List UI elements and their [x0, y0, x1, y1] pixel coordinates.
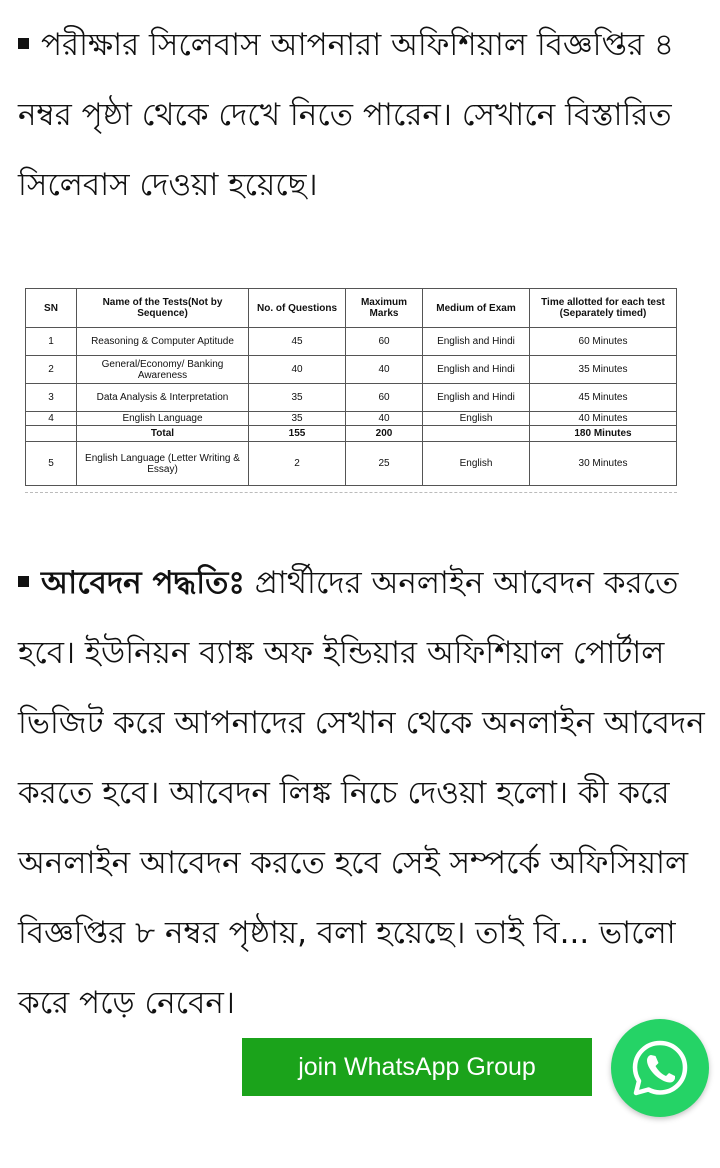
table-row [26, 356, 677, 384]
cell-questions: 40 [249, 356, 346, 384]
table-total-row [26, 426, 677, 442]
cell-sn: 4 [26, 412, 77, 426]
cell-marks: 40 [346, 356, 423, 384]
cell-sn: 5 [26, 442, 77, 486]
cell-total-label: Total [77, 426, 249, 442]
exam-pattern-table-image [25, 288, 677, 493]
cell-total-questions: 155 [249, 426, 346, 442]
cell-time: 35 Minutes [530, 356, 677, 384]
syllabus-text: পরীক্ষার সিলেবাস আপনারা অফিশিয়াল বিজ্ঞপ্তির ৪ নম্বর পৃষ্ঠা থেকে দেখে নিতে পারেন। সেখানে বিস্তারিত সিলেবাস দেওয়া হয়েছে। [18, 27, 674, 203]
cell-sn: 1 [26, 328, 77, 356]
cell-marks: 60 [346, 328, 423, 356]
cell-marks: 60 [346, 384, 423, 412]
cell-medium: English [423, 442, 530, 486]
bullet-marker [18, 38, 29, 49]
cell-medium: English [423, 412, 530, 426]
header-questions: No. of Questions [249, 289, 346, 328]
cell-questions: 35 [249, 384, 346, 412]
cell-questions: 2 [249, 442, 346, 486]
join-whatsapp-label: join WhatsApp Group [298, 1052, 536, 1081]
cell-marks: 40 [346, 412, 423, 426]
join-whatsapp-group-button[interactable] [242, 1038, 592, 1096]
syllabus-paragraph [18, 10, 708, 220]
cell-test-name: General/Economy/ Banking Awareness [77, 356, 249, 384]
header-time: Time allotted for each test (Separately timed) [530, 289, 677, 328]
exam-pattern-table [25, 288, 677, 486]
cell-time: 40 Minutes [530, 412, 677, 426]
table-row [26, 328, 677, 356]
whatsapp-icon [630, 1038, 690, 1098]
header-medium: Medium of Exam [423, 289, 530, 328]
cell-questions: 35 [249, 412, 346, 426]
cell-time: 60 Minutes [530, 328, 677, 356]
cell-total-time: 180 Minutes [530, 426, 677, 442]
cell-time: 30 Minutes [530, 442, 677, 486]
application-text: প্রার্থীদের অনলাইন আবেদন করতে হবে। ইউনিয়ন ব্যাঙ্ক অফ ইন্ডিয়ার অফিশিয়াল পোর্টাল ভিজিট করে আপনাদের সেখান থেকে অনলাইন আবেদন করতে হবে। আবেদন লিঙ্ক নিচে দেওয়া হলো। কী করে অনলাইন আবেদন করতে হবে সেই সম্পর্কে অফিসিয়াল বিজ্ঞপ্তির ৮ নম্বর পৃষ্ঠায়, বলা হয়েছে। তাই বি... ভালো করে পড়ে নেবেন। [18, 565, 705, 1021]
header-sn: SN [26, 289, 77, 328]
cell-marks: 25 [346, 442, 423, 486]
cell-total-marks: 200 [346, 426, 423, 442]
cell-empty [423, 426, 530, 442]
cell-test-name: Data Analysis & Interpretation [77, 384, 249, 412]
header-test-name: Name of the Tests(Not by Sequence) [77, 289, 249, 328]
cell-questions: 45 [249, 328, 346, 356]
cell-medium: English and Hindi [423, 356, 530, 384]
header-marks: Maximum Marks [346, 289, 423, 328]
bullet-marker [18, 576, 29, 587]
cell-test-name: English Language (Letter Writing & Essay) [77, 442, 249, 486]
cell-test-name: English Language [77, 412, 249, 426]
table-row [26, 442, 677, 486]
cell-medium: English and Hindi [423, 328, 530, 356]
cell-sn: 3 [26, 384, 77, 412]
cell-sn: 2 [26, 356, 77, 384]
application-heading: আবেদন পদ্ধতিঃ [41, 565, 245, 601]
table-row [26, 412, 677, 426]
table-row [26, 384, 677, 412]
cell-time: 45 Minutes [530, 384, 677, 412]
application-paragraph [18, 548, 708, 1038]
whatsapp-float-button[interactable] [611, 1019, 709, 1117]
cell-empty [26, 426, 77, 442]
cell-medium: English and Hindi [423, 384, 530, 412]
cell-test-name: Reasoning & Computer Aptitude [77, 328, 249, 356]
